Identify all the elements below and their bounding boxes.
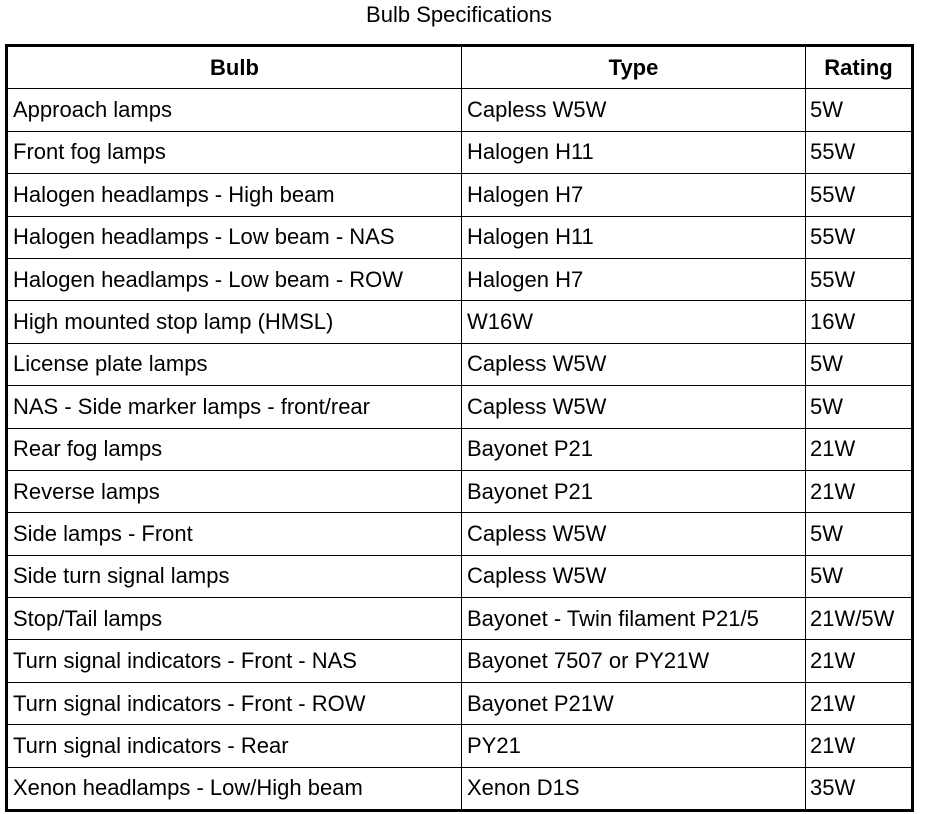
- rating-cell: 5W: [806, 89, 913, 131]
- type-cell: Halogen H7: [462, 258, 806, 300]
- type-cell: Xenon D1S: [462, 767, 806, 810]
- type-cell: Bayonet P21: [462, 470, 806, 512]
- rating-cell: 21W: [806, 640, 913, 682]
- bulb-cell: Reverse lamps: [7, 470, 462, 512]
- rating-cell: 21W/5W: [806, 598, 913, 640]
- table-row: [7, 682, 913, 724]
- bulb-cell: High mounted stop lamp (HMSL): [7, 301, 462, 343]
- column-header-type: Type: [462, 46, 806, 89]
- rating-cell: 55W: [806, 216, 913, 258]
- page-title: Bulb Specifications: [366, 2, 552, 27]
- table-row: [7, 89, 913, 131]
- type-cell: Capless W5W: [462, 513, 806, 555]
- bulb-cell: Side turn signal lamps: [7, 555, 462, 597]
- bulb-cell: Halogen headlamps - Low beam - ROW: [7, 258, 462, 300]
- type-cell: W16W: [462, 301, 806, 343]
- bulb-cell: Front fog lamps: [7, 131, 462, 173]
- type-cell: PY21: [462, 725, 806, 767]
- rating-cell: 55W: [806, 258, 913, 300]
- table-row: [7, 216, 913, 258]
- rating-cell: 21W: [806, 725, 913, 767]
- table-row: [7, 131, 913, 173]
- rating-cell: 55W: [806, 131, 913, 173]
- table-row: [7, 428, 913, 470]
- bulb-cell: Rear fog lamps: [7, 428, 462, 470]
- type-cell: Bayonet P21W: [462, 682, 806, 724]
- type-cell: Capless W5W: [462, 386, 806, 428]
- table-row: [7, 725, 913, 767]
- bulb-cell: Turn signal indicators - Front - ROW: [7, 682, 462, 724]
- table-row: [7, 301, 913, 343]
- bulb-cell: License plate lamps: [7, 343, 462, 385]
- rating-cell: 5W: [806, 343, 913, 385]
- rating-cell: 5W: [806, 513, 913, 555]
- table-row: [7, 555, 913, 597]
- rating-cell: 21W: [806, 470, 913, 512]
- rating-cell: 21W: [806, 428, 913, 470]
- column-header-rating: Rating: [806, 46, 913, 89]
- table-row: [7, 640, 913, 682]
- bulb-cell: Halogen headlamps - Low beam - NAS: [7, 216, 462, 258]
- table-header-row: [7, 46, 913, 89]
- type-cell: Halogen H7: [462, 174, 806, 216]
- table-row: [7, 386, 913, 428]
- rating-cell: 55W: [806, 174, 913, 216]
- rating-cell: 5W: [806, 386, 913, 428]
- bulb-cell: Approach lamps: [7, 89, 462, 131]
- rating-cell: 35W: [806, 767, 913, 810]
- column-header-bulb: Bulb: [7, 46, 462, 89]
- bulb-cell: NAS - Side marker lamps - front/rear: [7, 386, 462, 428]
- table-row: [7, 174, 913, 216]
- table-row: [7, 258, 913, 300]
- rating-cell: 16W: [806, 301, 913, 343]
- table-row: [7, 598, 913, 640]
- type-cell: Bayonet 7507 or PY21W: [462, 640, 806, 682]
- type-cell: Bayonet - Twin filament P21/5: [462, 598, 806, 640]
- rating-cell: 21W: [806, 682, 913, 724]
- bulb-cell: Stop/Tail lamps: [7, 598, 462, 640]
- table-body: [7, 89, 913, 811]
- bulb-cell: Halogen headlamps - High beam: [7, 174, 462, 216]
- type-cell: Capless W5W: [462, 89, 806, 131]
- table-row: [7, 470, 913, 512]
- type-cell: Halogen H11: [462, 216, 806, 258]
- rating-cell: 5W: [806, 555, 913, 597]
- type-cell: Capless W5W: [462, 555, 806, 597]
- type-cell: Bayonet P21: [462, 428, 806, 470]
- table-row: [7, 767, 913, 810]
- bulb-cell: Side lamps - Front: [7, 513, 462, 555]
- bulb-cell: Xenon headlamps - Low/High beam: [7, 767, 462, 810]
- type-cell: Halogen H11: [462, 131, 806, 173]
- table-row: [7, 513, 913, 555]
- type-cell: Capless W5W: [462, 343, 806, 385]
- bulb-cell: Turn signal indicators - Rear: [7, 725, 462, 767]
- bulb-spec-table: [5, 44, 914, 812]
- bulb-cell: Turn signal indicators - Front - NAS: [7, 640, 462, 682]
- table-row: [7, 343, 913, 385]
